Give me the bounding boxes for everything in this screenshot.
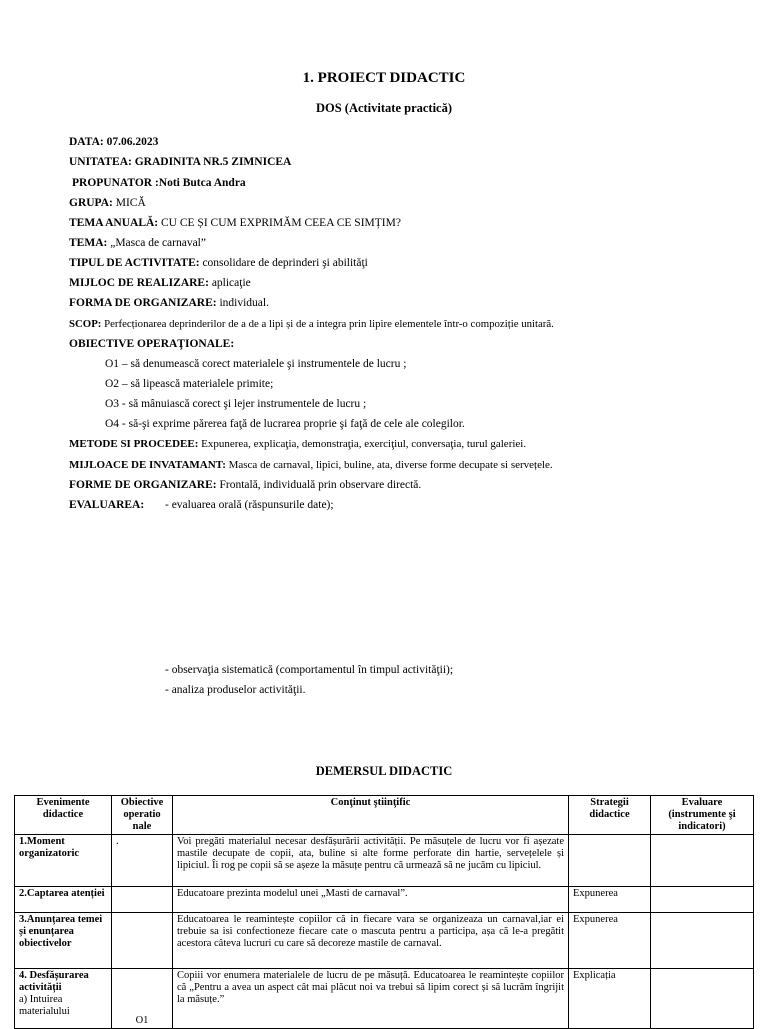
table-cell-content: Copiii vor enumera materialele de lucru de pe măsuță. Educatoarea le reamintește copiilor că „Pentru a avea un aspect cât mai plăcut noi va trebui să lipim corect și să lucrăm îngrijit la măsuțe.” (173, 969, 569, 1029)
document-subtitle: DOS (Activitate practică) (315, 101, 453, 115)
field-metode-value: Expunerea, explicaţia, demonstraţia, exerciţiul, conversaţia, turul galeriei. (198, 438, 527, 450)
field-scop-value: Perfecționarea deprinderilor de a de a lipi și de a integra prin lipire elementele într-o compoziție unitară. (101, 318, 554, 330)
field-mijloace (69, 459, 553, 471)
table-header-cell: Conţinut ştiinţific (173, 796, 569, 835)
table-cell-objective (112, 887, 173, 913)
field-tema-anuala (69, 217, 401, 229)
table-header-cell: Obiective operatio nale (112, 796, 173, 835)
table-cell-stage: 1.Moment organizatoric (15, 835, 112, 887)
table-header-cell: Evenimente didactice (15, 796, 112, 835)
evaluation-item: - analiza produselor activităţii. (165, 684, 306, 696)
field-metode (69, 438, 526, 450)
field-obiective (69, 338, 234, 350)
table-cell-eval (651, 969, 754, 1029)
field-tema-value: „Masca de carnaval” (107, 237, 206, 249)
table-cell-eval (651, 913, 754, 969)
table-cell-objective: O1 (112, 969, 173, 1029)
field-mijloc-value: aplicaţie (208, 277, 251, 289)
table-header-cell: Strategii didactice (569, 796, 651, 835)
table-cell-stage (15, 969, 112, 1029)
field-mijloace-value: Masca de carnaval, lipici, buline, ata, diverse forme decupate si servețele. (225, 459, 553, 471)
field-tema-anuala-label: TEMA ANUALĂ: (69, 217, 159, 229)
field-scop-label: SCOP: (69, 318, 102, 330)
objective-item: O1 – să denumească corect materialele şi instrumentele de lucru ; (105, 358, 407, 370)
stage-title: 4. Desfășurarea activității (19, 970, 89, 993)
field-tipul-value: consolidare de deprinderi şi abilităţi (199, 257, 368, 269)
field-data (69, 136, 158, 148)
field-evaluarea-label: EVALUAREA: (69, 499, 145, 511)
field-grupa-label: GRUPA: (69, 197, 113, 209)
objective-item: O2 – să lipească materialele primite; (105, 378, 274, 390)
field-evaluarea-value: - evaluarea orală (răspunsurile date); (165, 499, 334, 511)
field-mijloace-label: MIJLOACE DE INVATAMANT: (69, 459, 226, 471)
field-propunator (72, 177, 246, 189)
field-propunator-label: PROPUNATOR :Noti Butca Andra (72, 177, 246, 189)
objective-item: O4 - să-şi exprime părerea faţă de lucrarea proprie şi faţă de cele ale colegilor. (105, 418, 465, 430)
field-forma (69, 297, 269, 309)
table-cell-content: Educatoarea le reamintește copiilor că in fiecare vara se organizeaza un carnaval,iar ei trebuie sa isi confectioneze fiecare cate o mascuta pentru a participa, așa că le-a pregătit acestora câteva lucruri cu care să decoreze mastile de carnaval. (173, 913, 569, 969)
field-grupa-value: MICĂ (112, 197, 146, 209)
table-row (15, 969, 754, 1029)
field-forma-value: individual. (216, 297, 269, 309)
field-data-label: DATA: (69, 136, 104, 148)
document-title: 1. PROIECT DIDACTIC (302, 70, 466, 86)
field-data-value: 07.06.2023 (103, 136, 159, 148)
field-forme-label: FORME DE ORGANIZARE: (69, 479, 217, 491)
table-cell-eval (651, 835, 754, 887)
table-cell-stage: 3.Anunțarea temei și enunțarea obiectivelor (15, 913, 112, 969)
table-cell-objective: . (112, 835, 173, 887)
table-cell-content: Educatoare prezinta modelul unei „Masti de carnaval”. (173, 887, 569, 913)
field-tipul-label: TIPUL DE ACTIVITATE: (69, 257, 200, 269)
field-tipul (69, 257, 368, 269)
demers-table (14, 795, 754, 1029)
objective-item: O3 - să mânuiască corect şi lejer instrumentele de lucru ; (105, 398, 367, 410)
field-tema-anuala-value: CU CE ȘI CUM EXPRIMĂM CEEA CE SIMȚIM? (158, 217, 401, 229)
field-forma-label: FORMA DE ORGANIZARE: (69, 297, 217, 309)
field-mijloc-label: MIJLOC DE REALIZARE: (69, 277, 209, 289)
field-grupa (69, 197, 146, 209)
table-cell-eval (651, 887, 754, 913)
field-forme-value: Frontală, individuală prin observare directă. (216, 479, 422, 491)
table-row (15, 887, 754, 913)
table-cell-strategy: Explicația (569, 969, 651, 1029)
field-obiective-label: OBIECTIVE OPERAŢIONALE: (69, 338, 235, 350)
stage-subtitle: a) Intuirea materialului (19, 994, 70, 1017)
table-header-cell: Evaluare (instrumente şi indicatori) (651, 796, 754, 835)
table-cell-strategy (569, 835, 651, 887)
table-row (15, 913, 754, 969)
field-tema-label: TEMA: (69, 237, 108, 249)
section-title: DEMERSUL DIDACTIC (315, 764, 453, 778)
table-cell-content: Voi pregăti materialul necesar desfășurării activității. Pe măsuțele de lucru vor fi așezate mastile decupate de copii, ata, buline si alte forme perforate din hartie, servețelele și lipiciul. Îi rog pe copii să se așeze la măsuțe pentru că urmează să ne jucăm cu lipiciul. (173, 835, 569, 887)
evaluation-item: - observaţia sistematică (comportamentul în timpul activităţii); (165, 664, 454, 676)
table-cell-objective (112, 913, 173, 969)
table-header-row (15, 796, 754, 835)
table-cell-strategy: Expunerea (569, 913, 651, 969)
field-metode-label: METODE SI PROCEDEE: (69, 438, 199, 450)
field-forme (69, 479, 421, 491)
field-unitatea (69, 156, 291, 168)
field-evaluarea (69, 499, 144, 511)
field-unitatea-label: UNITATEA: GRADINITA NR.5 ZIMNICEA (69, 156, 292, 168)
field-tema (69, 237, 206, 249)
table-cell-stage: 2.Captarea atenției (15, 887, 112, 913)
table-row (15, 835, 754, 887)
field-scop (69, 318, 554, 330)
table-cell-strategy: Expunerea (569, 887, 651, 913)
field-mijloc (69, 277, 251, 289)
